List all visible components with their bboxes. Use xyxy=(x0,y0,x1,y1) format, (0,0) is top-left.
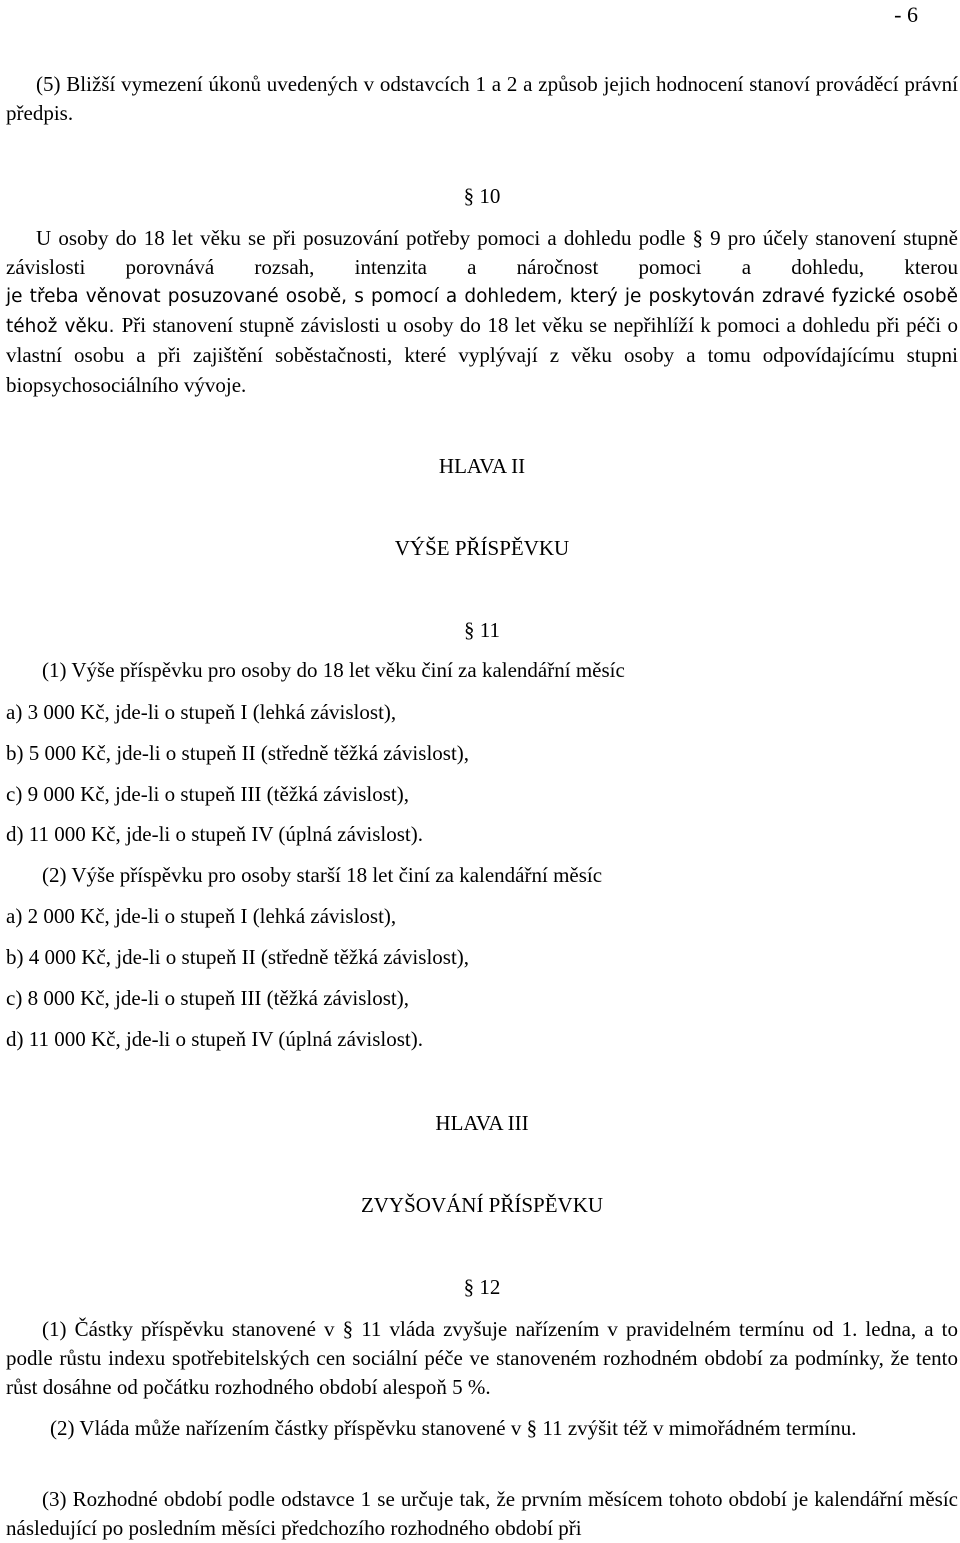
section-10-text-b xyxy=(6,282,958,401)
section-11-p1-item-b: b) 5 000 Kč, jde-li o stupeň II (středně těžká závislost), xyxy=(6,741,470,765)
section-12-paragraph-1: (1) Částky příspěvku stanovené v § 11 vláda zvyšuje nařízením v pravidelném termínu od 1. ledna, a to podle růstu indexu spotřebitelských cen sociální péče ve stanoveném rozhodném období za podmínky, že tento růst dosáhne od počátku rozhodného období alespoň 5 %. xyxy=(6,1317,958,1399)
section-11-p1-item-a: a) 3 000 Kč, jde-li o stupeň I (lehká závislost), xyxy=(6,700,397,724)
page-number: - 6 xyxy=(894,2,918,27)
section-11-heading: § 11 xyxy=(464,618,500,642)
section-10-text-c: Při stanovení stupně závislosti u osoby do 18 let věku se nepřihlíží k pomoci a dohledu při péči o vlastní osobu a při zajištění soběstačnosti, které vyplývají z věku osoby a tomu odpovídajícímu stupni biopsychosociálního vývoje. xyxy=(6,313,958,397)
section-11-paragraph-2-intro: (2) Výše příspěvku pro osoby starší 18 let činí za kalendářní měsíc xyxy=(42,863,603,887)
hlava-3-title: HLAVA III xyxy=(435,1111,529,1135)
section-11-p2-item-b: b) 4 000 Kč, jde-li o stupeň II (středně těžká závislost), xyxy=(6,945,470,969)
section-11-p2-item-d: d) 11 000 Kč, jde-li o stupeň IV (úplná závislost). xyxy=(6,1027,424,1051)
hlava-2-subtitle: VÝŠE PŘÍSPĚVKU xyxy=(394,536,570,560)
section-11-p2-item-a: a) 2 000 Kč, jde-li o stupeň I (lehká závislost), xyxy=(6,904,397,928)
section-10-heading: § 10 xyxy=(463,184,501,208)
section-12-heading: § 12 xyxy=(463,1275,501,1299)
section-11-p1-item-d: d) 11 000 Kč, jde-li o stupeň IV (úplná závislost). xyxy=(6,822,424,846)
hlava-2-title: HLAVA II xyxy=(438,454,526,478)
section-10-text-a: U osoby do 18 let věku se při posuzování potřeby pomoci a dohledu podle § 9 pro účely stanovení stupně závislosti porovnává rozsah, intenzita a náročnost pomoci a dohledu, kterou xyxy=(6,226,958,279)
hlava-3-subtitle: ZVYŠOVÁNÍ PŘÍSPĚVKU xyxy=(360,1193,604,1217)
section-10-text-b-span: je třeba věnovat posuzované osobě, s pomocí a dohledem, který je poskytován zdravé fyzické osobě téhož věku. xyxy=(6,286,958,337)
section-12-paragraph-3: (3) Rozhodné období podle odstavce 1 se určuje tak, že prvním měsícem tohoto období je kalendářní měsíc následující po posledním měsíci předchozího rozhodného období při xyxy=(6,1487,958,1540)
section-9-paragraph-5: (5) Bližší vymezení úkonů uvedených v odstavcích 1 a 2 a způsob jejich hodnocení stanoví prováděcí právní předpis. xyxy=(6,72,958,125)
section-11-p1-item-c: c) 9 000 Kč, jde-li o stupeň III (těžká závislost), xyxy=(6,782,409,806)
section-11-paragraph-1-intro: (1) Výše příspěvku pro osoby do 18 let věku činí za kalendářní měsíc xyxy=(42,658,625,682)
section-12-paragraph-2: (2) Vláda může nařízením částky příspěvku stanovené v § 11 zvýšit též v mimořádném termínu. xyxy=(50,1416,857,1440)
section-11-p2-item-c: c) 8 000 Kč, jde-li o stupeň III (těžká závislost), xyxy=(6,986,409,1010)
